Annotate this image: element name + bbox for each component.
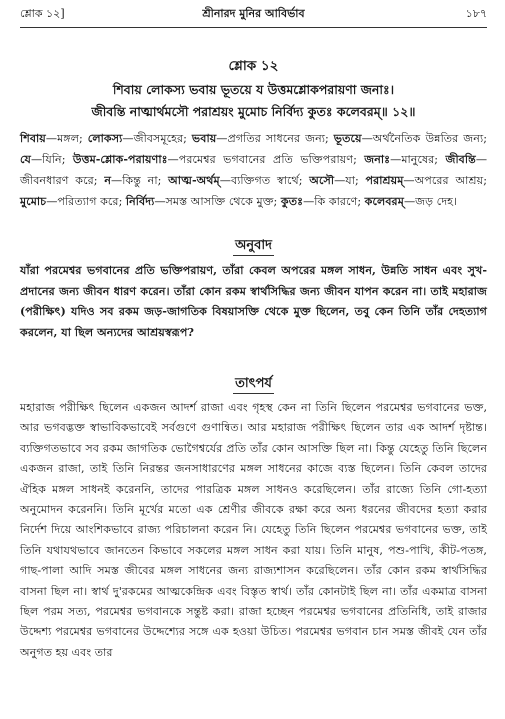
synonyms bbox=[20, 128, 487, 212]
synonym-meaning: —জীবসমূহের; bbox=[122, 132, 192, 145]
header-chapter-title: শ্রীনারদ মুনির আবির্ভাব bbox=[202, 7, 305, 20]
synonym-term: শিবায় bbox=[20, 131, 46, 145]
translation-heading-text: অনুবাদ bbox=[233, 237, 274, 256]
purport-heading bbox=[20, 375, 487, 394]
synonym-meaning: —প্রগতির সাধনের জন্য; bbox=[216, 132, 334, 145]
running-header bbox=[20, 6, 487, 22]
synonym-term: অসৌ bbox=[309, 173, 335, 187]
synonyms-paragraph bbox=[20, 128, 487, 212]
purport-heading-text: তাৎপর্য bbox=[233, 375, 274, 394]
synonym-meaning: —জড় দেহ। bbox=[403, 195, 457, 208]
translation-text: যাঁরা পরমেশ্বর ভগবানের প্রতি ভক্তিপরায়ণ, তাঁরা কেবল অপরের মঙ্গল সাধন, উন্নতি সাধন এবং সুখ-প্রদানের জন্য জীবন ধারণ করেন। তাঁরা কোন রকম স্বার্থসিদ্ধির জন্য জীবন যাপন করেন না। তাই মহারাজ (পরীক্ষিৎ) যদিও সব রকম জড়-জাগতিক বিষয়াসক্তি থেকে মুক্ত ছিলেন, তবু কেন তিনি তাঁর দেহত্যাগ করলেন, যা ছিল অন্যদের আশ্রয়স্বরূপ? bbox=[20, 263, 487, 339]
synonym-meaning: —যা; bbox=[334, 174, 366, 187]
synonym-term: নির্বিদ্য bbox=[125, 194, 155, 208]
synonym-term: উত্তম-শ্লোক-পরায়ণাঃ bbox=[72, 152, 168, 166]
header-verse-ref: শ্লোক ১২] bbox=[20, 7, 65, 20]
synonym-meaning: —পরমেশ্বর ভগবানের প্রতি ভক্তিপরায়ণ; bbox=[167, 153, 365, 166]
synonym-meaning: —কিন্তু না; bbox=[111, 174, 169, 187]
purport-text: মহারাজ পরীক্ষিৎ ছিলেন একজন আদর্শ রাজা এবং গৃহস্থ কেন না তিনি ছিলেন পরমেশ্বর ভগবানের ভক্ত, আর ভগবদ্ভক্ত স্বাভাবিকভাবেই সর্বগুণে গুণান্বিত। আর মহারাজ পরীক্ষিৎ ছিলেন তার এক আদর্শ দৃষ্টান্ত। ব্যক্তিগতভাবে সব রকম জাগতিক ভোগৈশ্বর্যের প্রতি তাঁর কোন আসক্তি ছিল না। কিন্তু যেহেতু তিনি ছিলেন একজন রাজা, তাই তিনি নিরন্তর জনসাধারণের মঙ্গল সাধনের কাজে ব্যস্ত ছিলেন। তিনি কেবল তাদের ঐহিক মঙ্গল সাধনই করেননি, তাদের পারত্রিক মঙ্গল সাধনও করেছিলেন। তাঁর রাজ্যে তিনি গো-হত্যা অনুমোদন করেননি। তিনি মূর্খের মতো এক শ্রেণীর জীবকে রক্ষা করে অন্য ধরনের জীবদের হত্যা করার নির্দেশ দিয়ে আংশিকভাবে রাজ্য পরিচালনা করেন নি। যেহেতু তিনি ছিলেন পরমেশ্বর ভগবানের ভক্ত, তাই তিনি যথাযথভাবে জানতেন কিভাবে সকলের মঙ্গল সাধন করা যায়। তিনি মানুষ, পশু-পাখি, কীট-পতঙ্গ, গাছ-পালা আদি সমস্ত জীবের মঙ্গল সাধনের জন্য রাজ্যশাসন করেছিলেন। তাঁর কোন রকম স্বার্থসিদ্ধির বাসনা ছিল না। স্বার্থ দু'রকমের আত্মকেন্দ্রিক এবং বিস্তৃত স্বার্থ। তাঁর কোনটাই ছিল না। তাঁর একমাত্র বাসনা ছিল পরম সত্য, পরমেশ্বর ভগবানকে সন্তুষ্ট করা। রাজা হচ্ছেন পরমেশ্বর ভগবানের প্রতিনিধি, তাই রাজার উদ্দেশ্য পরমেশ্বর ভগবানের উদ্দেশ্যের সঙ্গে এক হওয়া উচিত। পরমেশ্বর ভগবান চান সমস্ত জীবই যেন তাঁর অনুগত হয় এবং তার bbox=[20, 401, 487, 659]
translation bbox=[20, 260, 487, 342]
synonym-meaning: —মানুষের; bbox=[390, 153, 446, 166]
synonym-meaning: —কি কারণে; bbox=[303, 195, 365, 208]
verse-line-1: শিবায় লোকস্য ভবায় ভূতয়ে য উত্তমশ্লোকপরায়ণা জনাঃ। bbox=[112, 82, 395, 97]
synonym-meaning: —সমস্ত আসক্তি থেকে মুক্ত; bbox=[154, 195, 281, 208]
page-number: ১৮৭ bbox=[465, 7, 487, 20]
synonym-meaning: —পরিত্যাগ করে; bbox=[46, 195, 126, 208]
verse-title: শ্লোক ১২ bbox=[228, 58, 279, 74]
synonym-term: ন bbox=[104, 173, 111, 187]
synonym-meaning: —অপরের আশ্রয়; bbox=[403, 174, 487, 187]
synonym-term: জনাঃ bbox=[364, 152, 391, 166]
verse-text bbox=[20, 79, 487, 123]
synonym-term: আত্ম-অর্থম্ bbox=[168, 173, 220, 187]
synonym-term: যে bbox=[20, 152, 31, 166]
synonym-meaning: —ব্যক্তিগত স্বার্থে; bbox=[219, 174, 310, 187]
synonym-meaning: —অর্থনৈতিক উন্নতির জন্য; bbox=[361, 132, 487, 145]
synonym-term: লোকস্য bbox=[87, 131, 123, 145]
synonym-term: পরাশ্রয়ম্ bbox=[365, 173, 404, 187]
synonym-term: ভবায় bbox=[191, 131, 217, 145]
purport bbox=[20, 398, 487, 663]
header-rule bbox=[20, 27, 487, 28]
synonym-meaning: —মঙ্গল; bbox=[45, 132, 88, 145]
synonym-meaning: —জীবনধারণ করে; bbox=[20, 153, 487, 187]
synonym-term: কুতঃ bbox=[280, 194, 304, 208]
verse-line-2: জীবন্তি নাত্মার্থমসৌ পরাশ্রয়ং মুমোচ নির্বিদ্য কুতঃ কলেবরম্॥ ১২॥ bbox=[91, 104, 416, 119]
translation-heading bbox=[20, 237, 487, 256]
synonym-term: জীবন্তি bbox=[445, 152, 476, 166]
synonym-term: মুমোচ bbox=[20, 194, 47, 208]
synonym-meaning: —যিনি; bbox=[30, 153, 73, 166]
synonym-term: কলেবরম্ bbox=[364, 194, 404, 208]
synonym-term: ভূতয়ে bbox=[333, 131, 362, 145]
